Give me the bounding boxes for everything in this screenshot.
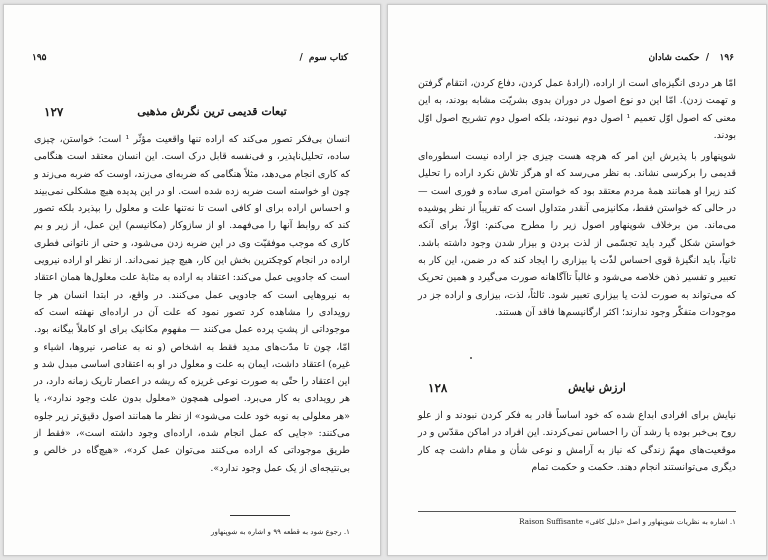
running-head [32, 53, 348, 67]
section-title: تبعات قدیمی ترین نگرش مذهبی [137, 105, 287, 118]
footnote: ۱. اشاره به نظریات شوپنهاور و اصل «دلیل کافی» Raison Suffisante [519, 517, 736, 526]
separator: / [705, 53, 709, 63]
body-text [418, 75, 736, 321]
book-title: حکمت شادان [648, 53, 700, 63]
footnote-rule [418, 511, 736, 512]
paragraph: انسان بی‌فکر تصور می‌کند که اراده تنها واقعیت مؤثّر ¹ است؛ خواستن، چیزی ساده، تحلیل‌ناپذیر، و فی‌نفسه قابل درک است. این انسان معتقد است هنگامی که کاری انجام می‌دهد، مثلاً هنگامی که ضربه‌ای می‌زند، اوست که ضربه می‌زند و چون او خواسته است ضربه زده شده است. او در این پدیده هیچ مشکلی نمی‌بیند و احساس اراده برای او کافی است تا نه‌تنها علت و معلول را بپذیرد بلکه تصور کند که روابط آنها را می‌فهمد. او از سازوکار (مکانیسم) این عمل، از زیر و بم کاری که موجب موفقیّت وی در این ضربه زدن می‌شود، و حتی از ناتوانی فطری اراده در انجام کوچکترین بخش این کار، هیچ چیز نمی‌داند. از نظر او اراده نیرویی است که جادویی عمل می‌کند: اعتقاد به اراده به مثابهٔ علت معلول‌ها همان اعتقاد به نیروهایی است که جادویی عمل می‌کنند. در واقع، در ابتدا انسان هر جا رویدادی را مشاهده کرد تصور نمود که علت آن در اراده‌ای نهفته است که موجوداتی از پشتِ پرده عمل می‌کنند — مفهوم مکانیک برای او کاملاً بیگانه بود. امّا، چون تا مدّت‌های مدید فقط به اشخاص (و نه به عناصر، نیروها، اشیاء و غیره) اعتقاد داشت، ایمان به علت و معلول در او به اعتقادی اساسی مبدل شد و این اعتقاد را حتّی به صورت نوعی غریزه که ریشه در اعصار تاریک زمانه دارد، در هر رویدادی به کار می‌برد. اصولی همچون «معلول بدون علت وجود ندارد»، یا «هر معلولی به نوبه خود علت می‌شود» از نظر ما همانند اصول دقیق‌تر زیر جلوه می‌کنند: «جایی که عمل انجام شده، اراده‌ای وجود داشته است»، «فقط از طریق موجوداتی که اراده می‌کنند می‌توان عمل کرد»، «هیچ‌گاه در خالص و بی‌نتیجه‌ای از یک عمل وجود ندارد». [34, 134, 351, 474]
book-section-label: کتاب سوم [308, 53, 348, 63]
paragraph: امّا هر دردی انگیزه‌ای است از اراده، (ارادهٔ عمل کردن، دفاع کردن، انتقام گرفتن و تهمت زدن). امّا این دو نوع اصول در دوران بدوی بشریّت مشابه بودند، به این معنی که اصول اوّل تعمیم ¹ اصول دوم نبودند، بلکه اصول دوم تشریح اصول اوّل بودند. [418, 78, 736, 141]
section-number: ۱۲۷ [44, 105, 64, 119]
running-title [296, 53, 348, 63]
section-title: ارزش نیایش [568, 381, 626, 394]
paragraph: نیایش برای افرادی ابداع شده که خود اساساً قادر به فکر کردن نبودند و از علو روح بی‌خبر بوده یا رشد آن را احساس نمی‌کردند. این افراد در اماکن مقدّس و در موقعیت‌های مهمّ زندگی که نیاز به آرامش و نوعی شأن و مقام داشت چه کار دیگری می‌توانستند انجام دهند. حکمت و حکمت تمام [418, 410, 736, 473]
footnote: ۱. رجوع شود به قطعه ۹۹ و اشاره به شوپنهاور [211, 527, 350, 536]
section-number: ۱۲۸ [428, 381, 448, 395]
ink-dot [470, 357, 472, 359]
section-heading [428, 381, 726, 399]
running-head [416, 53, 734, 67]
paragraph: شوپنهاور با پذیرش این امر که هرچه هست چیزی جز اراده نیست اسطوره‌ای قدیمی را برکرسی نشاند. به نظر می‌رسد که او هرگز تلاش نکرد اراده را تحلیل کند زیرا او همانند همهٔ مردم معتقد بود که خواستن امری ساده و فوری است — در حالی که خواستن فقط، مکانیزمی آنقدر متداول است که تقریباً از نظر پوشیده می‌ماند. من برخلاف شوپنهاور اصول زیر را مطرح می‌کنم: اوّلاً، برای آنکه خواستن شکل گیرد باید تجسّمی از لذت بردن و بیزار شدن وجود داشته باشد. ثانیاً، باید انگیزهٔ قوی احساس لذّت یا بیزاری را ایجاد کند که در ضمن، این کار به تعبیر و تفسیر ذهن خلاصه می‌شود و غالباً تاآگاهانه صورت می‌گیرد و همین تحریک که می‌تواند به صورت لذت یا بیزاری تعبیر شود. ثالثاً، لذت، بیزاری و اراده جز در موجودات متفکّر وجود ندارند؛ اکثر ارگانیسم‌ها فاقد آن هستند. [418, 151, 736, 318]
page-number: ۱۹۶ [719, 53, 734, 63]
page-number: ۱۹۵ [32, 53, 47, 63]
book-page-left [3, 4, 381, 556]
separator: / [299, 53, 303, 63]
book-page-right [387, 4, 767, 556]
body-text [418, 407, 736, 476]
running-title [648, 53, 712, 63]
section-heading [44, 105, 340, 123]
body-text [34, 131, 350, 477]
footnote-rule [230, 515, 290, 516]
